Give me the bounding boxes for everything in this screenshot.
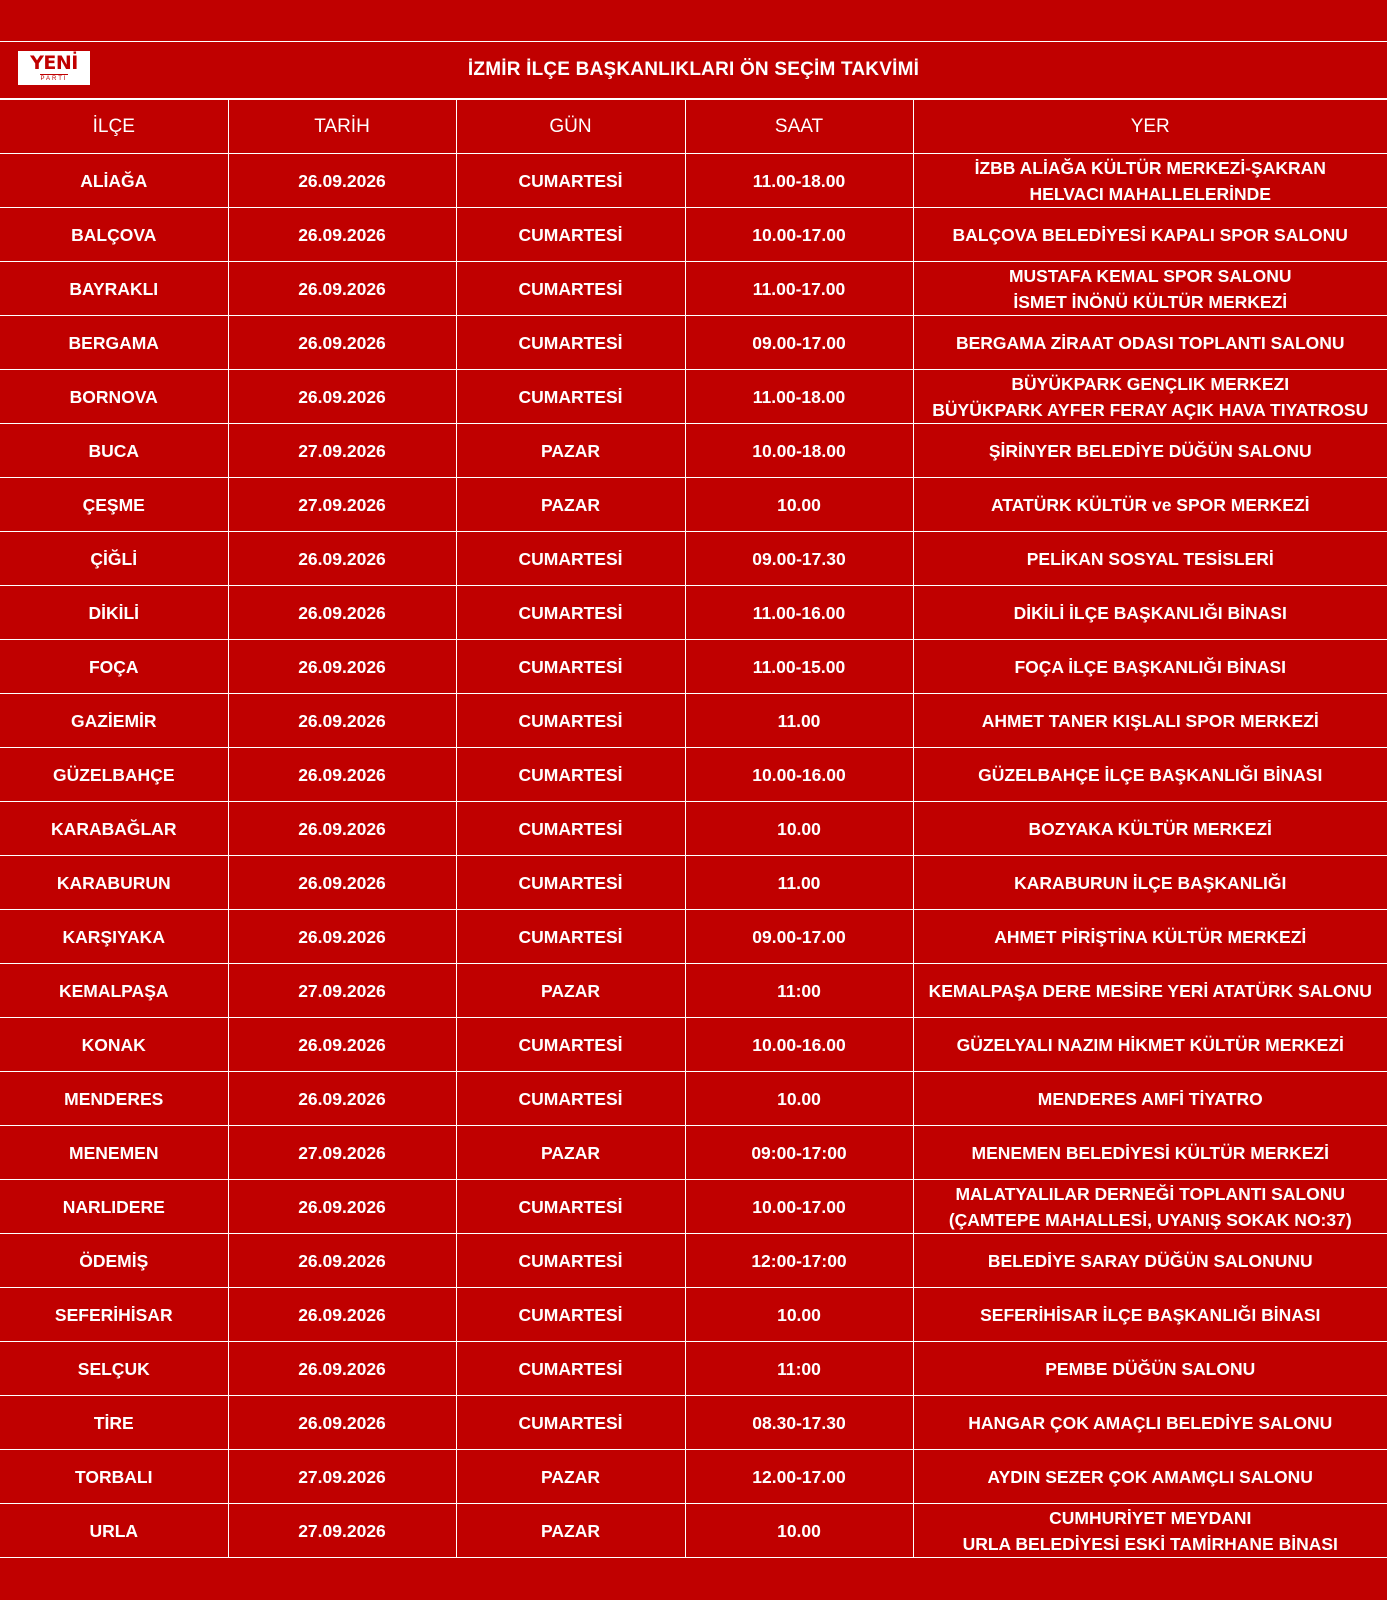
cell-yer bbox=[913, 424, 1387, 478]
table-row bbox=[0, 370, 1387, 424]
cell-yer bbox=[913, 856, 1387, 910]
cell-saat: 10.00-17.00 bbox=[685, 1180, 913, 1234]
cell-saat: 12:00-17:00 bbox=[685, 1234, 913, 1288]
cell-yer bbox=[913, 1504, 1387, 1558]
cell-saat: 10.00 bbox=[685, 1072, 913, 1126]
cell-tarih: 26.09.2026 bbox=[228, 1072, 456, 1126]
cell-yer bbox=[913, 154, 1387, 208]
cell-saat: 11:00 bbox=[685, 964, 913, 1018]
cell-tarih: 26.09.2026 bbox=[228, 1342, 456, 1396]
cell-yer bbox=[913, 1180, 1387, 1234]
cell-gun: CUMARTESİ bbox=[456, 1072, 685, 1126]
cell-yer bbox=[913, 1072, 1387, 1126]
cell-ilce: ÖDEMİŞ bbox=[0, 1234, 228, 1288]
table-row bbox=[0, 424, 1387, 478]
cell-yer bbox=[913, 1018, 1387, 1072]
cell-gun: CUMARTESİ bbox=[456, 370, 685, 424]
header-ilce: İLÇE bbox=[0, 100, 228, 154]
cell-yer bbox=[913, 370, 1387, 424]
cell-yer-line: AHMET TANER KIŞLALI SPOR MERKEZİ bbox=[981, 710, 1319, 731]
cell-ilce: ÇEŞME bbox=[0, 478, 228, 532]
cell-tarih: 26.09.2026 bbox=[228, 154, 456, 208]
cell-ilce: GAZİEMİR bbox=[0, 694, 228, 748]
cell-gun: CUMARTESİ bbox=[456, 802, 685, 856]
cell-tarih: 26.09.2026 bbox=[228, 1180, 456, 1234]
cell-tarih: 27.09.2026 bbox=[228, 1450, 456, 1504]
table-row bbox=[0, 1288, 1387, 1342]
cell-yer-line: AHMET PİRİŞTİNA KÜLTÜR MERKEZİ bbox=[994, 926, 1307, 947]
table-row bbox=[0, 1180, 1387, 1234]
cell-yer-line: (ÇAMTEPE MAHALLESİ, UYANIŞ SOKAK NO:37) bbox=[948, 1209, 1352, 1230]
cell-ilce: BORNOVA bbox=[0, 370, 228, 424]
cell-saat: 12.00-17.00 bbox=[685, 1450, 913, 1504]
cell-yer-line: FOÇA İLÇE BAŞKANLIĞI BİNASI bbox=[1014, 656, 1287, 677]
cell-gun: CUMARTESİ bbox=[456, 748, 685, 802]
cell-yer-line: MALATYALILAR DERNEĞİ TOPLANTI SALONU bbox=[955, 1183, 1346, 1204]
header-yer: YER bbox=[913, 100, 1387, 154]
table-row bbox=[0, 640, 1387, 694]
table-row bbox=[0, 586, 1387, 640]
cell-ilce: BAYRAKLI bbox=[0, 262, 228, 316]
cell-yer-line: DİKİLİ İLÇE BAŞKANLIĞI BİNASI bbox=[1013, 602, 1287, 623]
table-row bbox=[0, 262, 1387, 316]
cell-ilce: BALÇOVA bbox=[0, 208, 228, 262]
cell-yer-line: KEMALPAŞA DERE MESİRE YERİ ATATÜRK SALONU bbox=[928, 980, 1372, 1001]
table-row bbox=[0, 208, 1387, 262]
table-row bbox=[0, 1126, 1387, 1180]
cell-yer-line: MENDERES AMFİ TİYATRO bbox=[1037, 1088, 1263, 1109]
header-gun: GÜN bbox=[456, 100, 685, 154]
cell-tarih: 26.09.2026 bbox=[228, 694, 456, 748]
cell-saat: 10.00-18.00 bbox=[685, 424, 913, 478]
cell-ilce: SELÇUK bbox=[0, 1342, 228, 1396]
cell-yer bbox=[913, 640, 1387, 694]
cell-saat: 11.00 bbox=[685, 856, 913, 910]
cell-tarih: 27.09.2026 bbox=[228, 424, 456, 478]
cell-gun: CUMARTESİ bbox=[456, 1396, 685, 1450]
cell-ilce: TORBALI bbox=[0, 1450, 228, 1504]
cell-saat: 10.00-17.00 bbox=[685, 208, 913, 262]
cell-tarih: 27.09.2026 bbox=[228, 478, 456, 532]
cell-gun: CUMARTESİ bbox=[456, 208, 685, 262]
cell-saat: 08.30-17.30 bbox=[685, 1396, 913, 1450]
header-tarih: TARİH bbox=[228, 100, 456, 154]
cell-yer-line: ATATÜRK KÜLTÜR ve SPOR MERKEZİ bbox=[990, 494, 1310, 515]
cell-yer bbox=[913, 1396, 1387, 1450]
cell-yer bbox=[913, 1126, 1387, 1180]
cell-gun: PAZAR bbox=[456, 478, 685, 532]
table-row bbox=[0, 1234, 1387, 1288]
cell-gun: CUMARTESİ bbox=[456, 1342, 685, 1396]
cell-yer bbox=[913, 478, 1387, 532]
cell-tarih: 26.09.2026 bbox=[228, 316, 456, 370]
cell-yer bbox=[913, 910, 1387, 964]
cell-gun: CUMARTESİ bbox=[456, 1234, 685, 1288]
cell-yer-line: BALÇOVA BELEDİYESİ KAPALI SPOR SALONU bbox=[952, 224, 1348, 245]
cell-tarih: 26.09.2026 bbox=[228, 856, 456, 910]
cell-yer-line: İZBB ALİAĞA KÜLTÜR MERKEZİ-ŞAKRAN bbox=[974, 157, 1326, 178]
cell-gun: CUMARTESİ bbox=[456, 532, 685, 586]
cell-gun: CUMARTESİ bbox=[456, 856, 685, 910]
cell-saat: 10.00-16.00 bbox=[685, 1018, 913, 1072]
cell-gun: PAZAR bbox=[456, 424, 685, 478]
cell-yer-line: GÜZELYALI NAZIM HİKMET KÜLTÜR MERKEZİ bbox=[956, 1034, 1344, 1055]
cell-saat: 11.00-17.00 bbox=[685, 262, 913, 316]
cell-yer bbox=[913, 1288, 1387, 1342]
cell-yer bbox=[913, 748, 1387, 802]
table-row bbox=[0, 856, 1387, 910]
cell-yer-line: BÜYÜKPARK AYFER FERAY AÇIK HAVA TIYATROSU bbox=[932, 399, 1369, 420]
cell-yer-line: GÜZELBAHÇE İLÇE BAŞKANLIĞI BİNASI bbox=[978, 764, 1323, 785]
table-row bbox=[0, 694, 1387, 748]
cell-yer-line: PEMBE DÜĞÜN SALONU bbox=[1045, 1358, 1256, 1379]
cell-yer bbox=[913, 802, 1387, 856]
cell-yer bbox=[913, 208, 1387, 262]
cell-tarih: 26.09.2026 bbox=[228, 1018, 456, 1072]
cell-yer-line: HANGAR ÇOK AMAÇLI BELEDİYE SALONU bbox=[968, 1412, 1333, 1433]
cell-yer bbox=[913, 1450, 1387, 1504]
cell-yer-line: PELİKAN SOSYAL TESİSLERİ bbox=[1026, 548, 1274, 569]
table-row bbox=[0, 964, 1387, 1018]
cell-yer-line: BELEDİYE SARAY DÜĞÜN SALONUNU bbox=[987, 1250, 1313, 1271]
cell-gun: CUMARTESİ bbox=[456, 586, 685, 640]
cell-saat: 09.00-17.00 bbox=[685, 910, 913, 964]
cell-yer-line: İSMET İNÖNÜ KÜLTÜR MERKEZİ bbox=[1013, 291, 1288, 312]
cell-gun: CUMARTESİ bbox=[456, 1180, 685, 1234]
cell-tarih: 27.09.2026 bbox=[228, 1504, 456, 1558]
cell-ilce: FOÇA bbox=[0, 640, 228, 694]
cell-gun: CUMARTESİ bbox=[456, 640, 685, 694]
cell-tarih: 26.09.2026 bbox=[228, 370, 456, 424]
cell-yer-line: BERGAMA ZİRAAT ODASI TOPLANTI SALONU bbox=[955, 332, 1345, 353]
cell-gun: PAZAR bbox=[456, 964, 685, 1018]
cell-gun: CUMARTESİ bbox=[456, 262, 685, 316]
cell-yer bbox=[913, 964, 1387, 1018]
cell-yer-line: MENEMEN BELEDİYESİ KÜLTÜR MERKEZİ bbox=[971, 1142, 1329, 1163]
cell-saat: 11.00 bbox=[685, 694, 913, 748]
table-row bbox=[0, 1396, 1387, 1450]
cell-saat: 11.00-16.00 bbox=[685, 586, 913, 640]
logo-sub-text: PARTİ bbox=[40, 76, 68, 82]
cell-ilce: GÜZELBAHÇE bbox=[0, 748, 228, 802]
table-row bbox=[0, 1450, 1387, 1504]
cell-saat: 09:00-17:00 bbox=[685, 1126, 913, 1180]
cell-yer-line: URLA BELEDİYESİ ESKİ TAMİRHANE BİNASI bbox=[962, 1533, 1338, 1554]
schedule-rows bbox=[0, 154, 1387, 1558]
cell-yer bbox=[913, 316, 1387, 370]
cell-ilce: MENDERES bbox=[0, 1072, 228, 1126]
cell-gun: PAZAR bbox=[456, 1504, 685, 1558]
cell-yer-line: HELVACI MAHALLELERİNDE bbox=[1029, 183, 1271, 204]
cell-tarih: 26.09.2026 bbox=[228, 802, 456, 856]
cell-tarih: 26.09.2026 bbox=[228, 586, 456, 640]
party-logo bbox=[18, 51, 90, 85]
logo-main-text: YENİ bbox=[30, 52, 78, 74]
cell-saat: 11:00 bbox=[685, 1342, 913, 1396]
cell-ilce: TİRE bbox=[0, 1396, 228, 1450]
cell-gun: CUMARTESİ bbox=[456, 1288, 685, 1342]
cell-ilce: KEMALPAŞA bbox=[0, 964, 228, 1018]
cell-saat: 09.00-17.30 bbox=[685, 532, 913, 586]
cell-ilce: SEFERİHİSAR bbox=[0, 1288, 228, 1342]
cell-saat: 11.00-18.00 bbox=[685, 370, 913, 424]
cell-yer-line: CUMHURİYET MEYDANI bbox=[1049, 1507, 1252, 1528]
cell-yer-line: KARABURUN İLÇE BAŞKANLIĞI bbox=[1014, 872, 1287, 893]
cell-yer-line: BÜYÜKPARK GENÇLIK MERKEZI bbox=[1011, 373, 1290, 394]
cell-tarih: 26.09.2026 bbox=[228, 532, 456, 586]
cell-tarih: 26.09.2026 bbox=[228, 748, 456, 802]
page-title: İZMİR İLÇE BAŞKANLIKLARI ÖN SEÇİM TAKVİMİ bbox=[467, 59, 920, 80]
cell-saat: 10.00 bbox=[685, 802, 913, 856]
cell-saat: 11.00-15.00 bbox=[685, 640, 913, 694]
cell-tarih: 26.09.2026 bbox=[228, 208, 456, 262]
cell-gun: CUMARTESİ bbox=[456, 1018, 685, 1072]
table-row bbox=[0, 1018, 1387, 1072]
cell-yer bbox=[913, 586, 1387, 640]
table-row bbox=[0, 154, 1387, 208]
cell-yer bbox=[913, 694, 1387, 748]
cell-ilce: BUCA bbox=[0, 424, 228, 478]
cell-yer bbox=[913, 532, 1387, 586]
cell-yer bbox=[913, 1342, 1387, 1396]
cell-saat: 10.00 bbox=[685, 1288, 913, 1342]
table-row bbox=[0, 316, 1387, 370]
title-row bbox=[0, 41, 1387, 99]
cell-yer-line: AYDIN SEZER ÇOK AMAMÇLI SALONU bbox=[987, 1466, 1313, 1487]
cell-ilce: ÇİĞLİ bbox=[0, 532, 228, 586]
cell-tarih: 26.09.2026 bbox=[228, 640, 456, 694]
table-row bbox=[0, 1504, 1387, 1558]
header-row bbox=[0, 100, 1387, 154]
table-row bbox=[0, 532, 1387, 586]
cell-ilce: NARLIDERE bbox=[0, 1180, 228, 1234]
cell-saat: 10.00 bbox=[685, 478, 913, 532]
cell-saat: 09.00-17.00 bbox=[685, 316, 913, 370]
table-row bbox=[0, 1342, 1387, 1396]
cell-saat: 11.00-18.00 bbox=[685, 154, 913, 208]
cell-yer-line: SEFERİHİSAR İLÇE BAŞKANLIĞI BİNASI bbox=[980, 1304, 1321, 1325]
cell-gun: CUMARTESİ bbox=[456, 316, 685, 370]
cell-ilce: MENEMEN bbox=[0, 1126, 228, 1180]
cell-tarih: 27.09.2026 bbox=[228, 964, 456, 1018]
cell-tarih: 26.09.2026 bbox=[228, 910, 456, 964]
schedule-table bbox=[0, 99, 1387, 1558]
cell-ilce: KARABAĞLAR bbox=[0, 802, 228, 856]
cell-tarih: 27.09.2026 bbox=[228, 1126, 456, 1180]
cell-tarih: 26.09.2026 bbox=[228, 1288, 456, 1342]
cell-ilce: BERGAMA bbox=[0, 316, 228, 370]
cell-gun: CUMARTESİ bbox=[456, 910, 685, 964]
cell-tarih: 26.09.2026 bbox=[228, 1234, 456, 1288]
table-row bbox=[0, 802, 1387, 856]
cell-ilce: URLA bbox=[0, 1504, 228, 1558]
cell-yer bbox=[913, 1234, 1387, 1288]
cell-yer bbox=[913, 262, 1387, 316]
cell-gun: PAZAR bbox=[456, 1450, 685, 1504]
cell-gun: CUMARTESİ bbox=[456, 154, 685, 208]
cell-gun: PAZAR bbox=[456, 1126, 685, 1180]
cell-tarih: 26.09.2026 bbox=[228, 262, 456, 316]
table-row bbox=[0, 748, 1387, 802]
table-row bbox=[0, 910, 1387, 964]
cell-ilce: DİKİLİ bbox=[0, 586, 228, 640]
cell-ilce: KONAK bbox=[0, 1018, 228, 1072]
header-saat: SAAT bbox=[685, 100, 913, 154]
cell-ilce: KARŞIYAKA bbox=[0, 910, 228, 964]
cell-saat: 10.00-16.00 bbox=[685, 748, 913, 802]
table-row bbox=[0, 478, 1387, 532]
cell-gun: CUMARTESİ bbox=[456, 694, 685, 748]
schedule-sheet bbox=[0, 41, 1387, 1558]
table-row bbox=[0, 1072, 1387, 1126]
cell-tarih: 26.09.2026 bbox=[228, 1396, 456, 1450]
cell-yer-line: MUSTAFA KEMAL SPOR SALONU bbox=[1008, 265, 1292, 286]
cell-yer-line: ŞİRİNYER BELEDİYE DÜĞÜN SALONU bbox=[988, 440, 1312, 461]
cell-saat: 10.00 bbox=[685, 1504, 913, 1558]
cell-yer-line: BOZYAKA KÜLTÜR MERKEZİ bbox=[1028, 818, 1272, 839]
cell-ilce: ALİAĞA bbox=[0, 154, 228, 208]
cell-ilce: KARABURUN bbox=[0, 856, 228, 910]
